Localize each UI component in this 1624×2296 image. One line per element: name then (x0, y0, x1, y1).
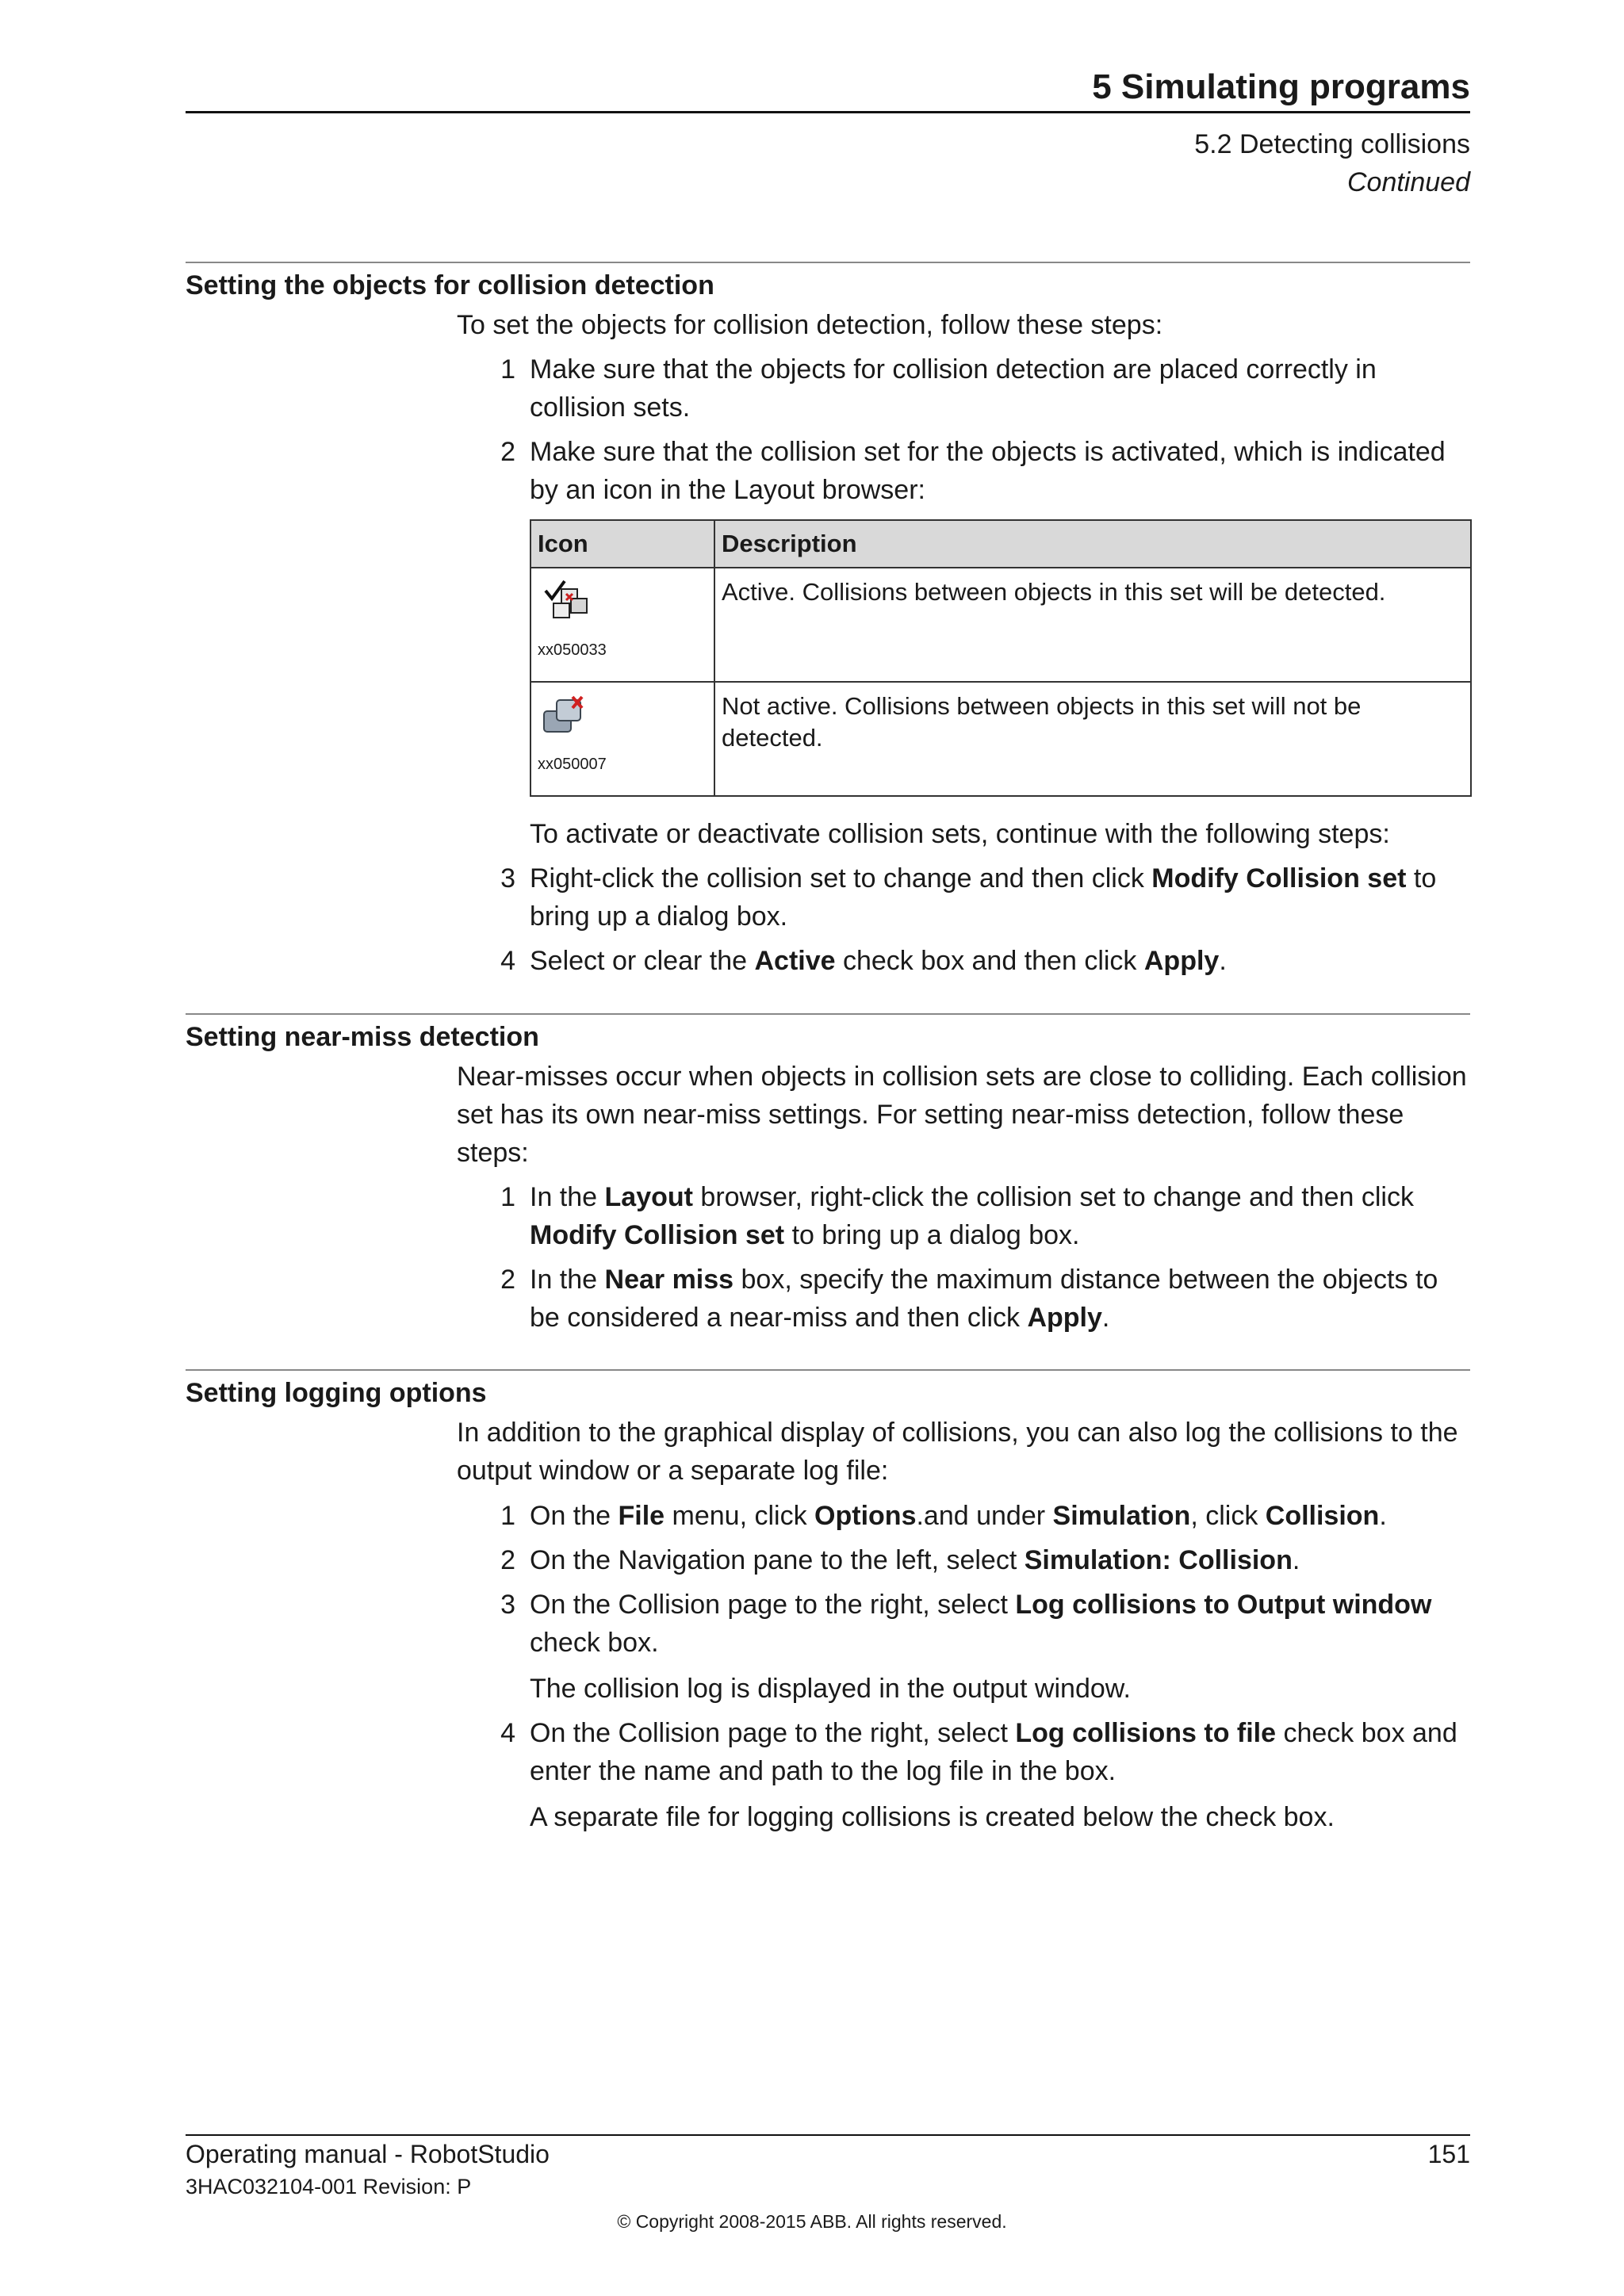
section-divider (186, 262, 1470, 263)
collision-icon-table (530, 519, 1472, 797)
section-heading-logging: Setting logging options (186, 1378, 487, 1408)
step-number: 2 (500, 1545, 515, 1575)
table-header-row (530, 520, 1471, 568)
step-text: On the Collision page to the right, select Log collisions to Output window check box. (530, 1590, 1432, 1658)
footer-rule (186, 2134, 1470, 2136)
step-text: In the Near miss box, specify the maximum distance between the objects to be considered a near-miss and then click Apply. (530, 1265, 1438, 1333)
page-number: 151 (1427, 2140, 1470, 2168)
description-cell: Not active. Collisions between objects in this set will not be detected. (714, 682, 1471, 796)
step-number: 2 (500, 437, 515, 467)
step-number: 3 (500, 863, 515, 894)
step-number: 1 (500, 1182, 515, 1212)
near-miss-intro: Near-misses occur when objects in collision sets are close to colliding. Each collision set has its own near-miss settings. For setting near-miss detection, follow these steps: (457, 1062, 1467, 1168)
step-text: On the File menu, click Options.and under Simulation, click Collision. (530, 1501, 1387, 1531)
section-divider (186, 1013, 1470, 1015)
step-text: In the Layout browser, right-click the collision set to change and then click Modify Collision set to bring up a dialog box. (530, 1182, 1414, 1250)
section-divider (186, 1369, 1470, 1371)
step-number: 4 (500, 1718, 515, 1748)
section-heading-near-miss: Setting near-miss detection (186, 1022, 539, 1052)
logging-step-4-note: A separate file for logging collisions is created below the check box. (530, 1802, 1335, 1832)
step-number: 1 (500, 354, 515, 385)
icon-cell (530, 682, 714, 796)
column-header-description: Description (714, 520, 1471, 568)
icon-caption: xx050007 (538, 756, 607, 773)
step-number: 3 (500, 1590, 515, 1620)
collision-set-inactive-icon (538, 691, 593, 740)
manual-title: Operating manual - RobotStudio (186, 2140, 550, 2168)
step-text: On the Collision page to the right, select Log collisions to file check box and enter the name and path to the log file in the box. (530, 1718, 1457, 1786)
step-text: Make sure that the objects for collision detection are placed correctly in collision sets. (530, 354, 1377, 423)
step-text: On the Navigation pane to the left, select Simulation: Collision. (530, 1545, 1300, 1575)
column-header-icon: Icon (530, 520, 714, 568)
step-number: 2 (500, 1265, 515, 1295)
step-number: 4 (500, 946, 515, 976)
logging-intro: In addition to the graphical display of collisions, you can also log the collisions to the output window or a separate log file: (457, 1418, 1458, 1486)
table-row (530, 568, 1471, 682)
document-revision: 3HAC032104-001 Revision: P (186, 2175, 472, 2198)
chapter-title: 5 Simulating programs (1092, 67, 1470, 106)
step-text: Right-click the collision set to change and then click Modify Collision set to bring up a dialog box. (530, 863, 1437, 932)
header-rule (186, 111, 1470, 113)
continue-steps-text: To activate or deactivate collision sets, continue with the following steps: (530, 819, 1390, 849)
continued-label: Continued (1346, 167, 1470, 197)
description-cell: Active. Collisions between objects in this set will be detected. (714, 568, 1471, 682)
copyright-notice: © Copyright 2008-2015 ABB. All rights reserved. (617, 2211, 1007, 2232)
table-row (530, 682, 1471, 796)
logging-step-3-note: The collision log is displayed in the output window. (530, 1674, 1131, 1704)
objects-intro: To set the objects for collision detection, follow these steps: (457, 310, 1163, 340)
collision-set-active-icon (538, 576, 593, 626)
icon-cell (530, 568, 714, 682)
step-text: Select or clear the Active check box and then click Apply. (530, 946, 1227, 976)
step-text: Make sure that the collision set for the objects is activated, which is indicated by an icon in the Layout browser: (530, 437, 1446, 505)
icon-caption: xx050033 (538, 641, 607, 659)
section-title: 5.2 Detecting collisions (1194, 129, 1470, 159)
step-number: 1 (500, 1501, 515, 1531)
section-heading-objects: Setting the objects for collision detection (186, 270, 714, 300)
